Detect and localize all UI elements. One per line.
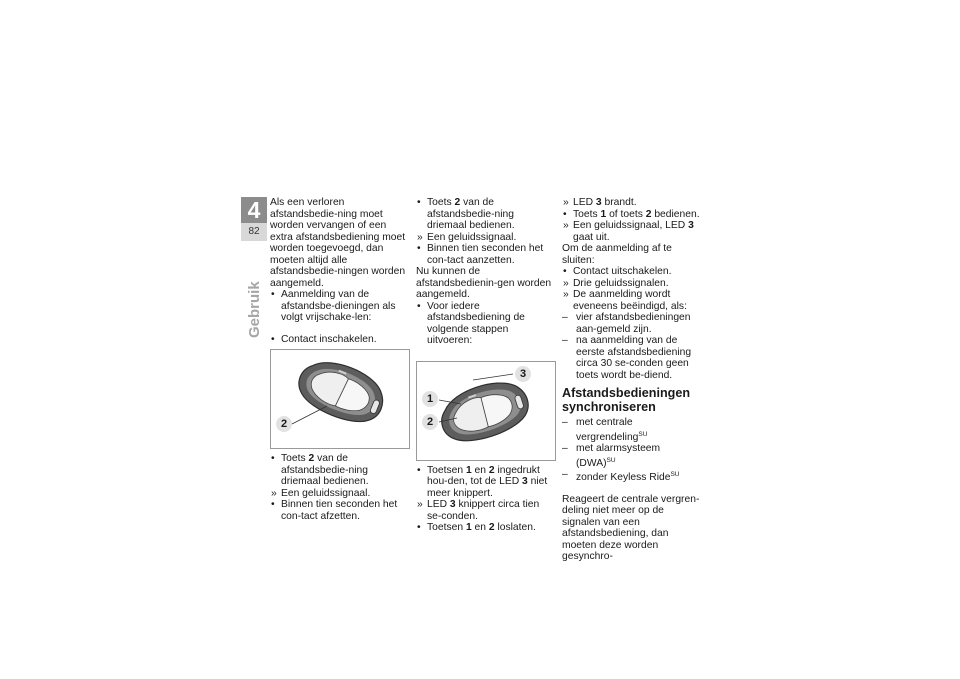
instruction-hold-buttons: • Toetsen 1 en 2 ingedrukt hou-den, tot de LED 3 niet meer knippert. (416, 465, 556, 500)
result-led-blinks: » LED 3 knippert circa tien se-conden. (416, 499, 556, 522)
chapter-tab (241, 197, 267, 241)
callout-3: 3 (515, 366, 531, 382)
result-three-beeps: » Drie geluidssignalen. (562, 278, 702, 290)
instruction-ignition-off-final: • Contact uitschakelen. (562, 266, 702, 278)
condition-four-remotes: – vier afstandsbedieningen aan-gemeld zijn. (562, 312, 702, 335)
option-alarm-system: – met alarmsysteem (DWA)$^{SU}$ (562, 443, 702, 469)
instruction-press-button-2-again: • Toets 2 van de afstandsbedie-ning driemaal bedienen. (416, 197, 556, 232)
chapter-title: Gebruik (246, 281, 263, 338)
remote-key-figure-1 (270, 349, 410, 449)
instruction-press-button: • Toets 1 of toets 2 bedienen. (562, 209, 702, 221)
callout-2: 2 (276, 416, 292, 432)
result-registration-ended: » De aanmelding wordt eveneens beëindigd, als: (562, 289, 702, 312)
page-number: 82 (241, 223, 267, 241)
condition-timeout: – na aanmelding van de eerste afstandsbediening circa 30 se-conden geen toets wordt be-diend. (562, 335, 702, 381)
column-2 (416, 197, 556, 534)
chapter-number: 4 (247, 197, 261, 223)
intro-paragraph: Als een verloren afstandsbedie-ning moet worden vervangen of een extra afstandsbediening moet worden toegevoegd, dan moeten altijd alle afstandsbedie-ningen worden aangemeld. (270, 197, 406, 289)
instruction-enable-registration: • Aanmelding van de afstandsbe-dieningen als volgt vrijschake-len: (270, 289, 410, 324)
option-no-keyless-ride: – zonder Keyless Ride$^{SU}$ (562, 469, 702, 484)
instruction-ignition-off: • Binnen tien seconden het con-tact afzetten. (270, 499, 410, 522)
result-beep-led-off: » Een geluidssignaal, LED 3 gaat uit. (562, 220, 702, 243)
result-led-on: » LED 3 brandt. (562, 197, 702, 209)
paragraph-finish: Om de aanmelding af te sluiten: (562, 243, 672, 266)
instruction-each-remote: • Voor iedere afstandsbediening de volgende stappen uitvoeren: (416, 301, 556, 347)
option-central-locking: – met centrale vergrendeling$^{SU}$ (562, 417, 702, 443)
callout-2: 2 (422, 414, 438, 430)
result-beep-2: » Een geluidssignaal. (416, 232, 556, 244)
section-heading: Afstandsbedieningen synchroniseren (562, 386, 691, 414)
instruction-press-button-2: • Toets 2 van de afstandsbedie-ning driemaal bedienen. (270, 453, 410, 488)
instruction-ignition-on-again: • Binnen tien seconden het con-tact aanzetten. (416, 243, 556, 266)
instruction-ignition-on: • Contact inschakelen. (270, 334, 410, 346)
column-1 (270, 197, 410, 522)
instruction-release-buttons: • Toetsen 1 en 2 loslaten. (416, 522, 556, 534)
result-beep: » Een geluidssignaal. (270, 488, 410, 500)
paragraph-sync-intro: Reageert de centrale vergren-deling niet meer op de signalen van een afstandsbediening, dan moeten deze worden gesynchro- (562, 493, 700, 562)
remote-key-figure-2 (416, 361, 556, 461)
column-3 (562, 197, 702, 563)
callout-1: 1 (422, 391, 438, 407)
paragraph-can-register: Nu kunnen de afstandsbedienin-gen worden aangemeld. (416, 266, 552, 300)
